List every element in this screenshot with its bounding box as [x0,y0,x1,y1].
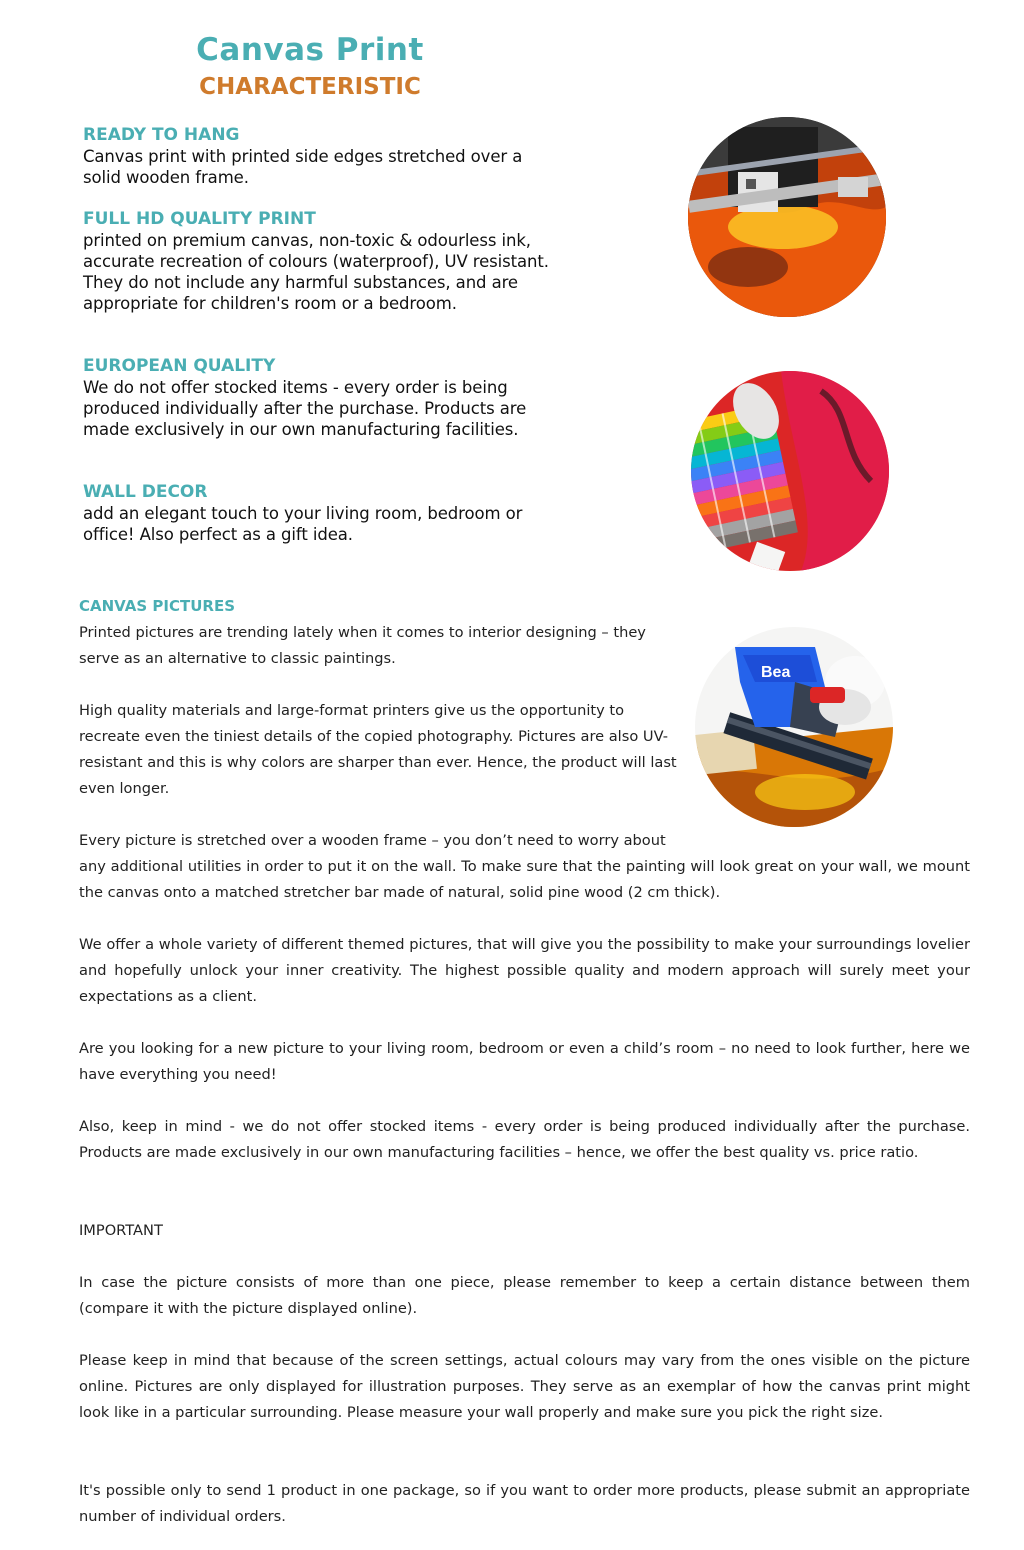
paragraph: High quality materials and large-format printers give us the opportunity to recreate even the tiniest details of the copied photography. Pictures are also UV-resistant and this is why colors are sharper than ever. Hence, the product will last even longer. [79,702,677,797]
stapler-photo [695,627,893,827]
feature-text: printed on premium canvas, non-toxic & odourless ink, accurate recreation of colours (waterproof), UV resistant. They do not include any harmful substances, and are appropriate for children's room or a bedroom. [83,231,549,313]
paragraph: Please keep in mind that because of the screen settings, actual colours may vary from the ones visible on the picture online. Pictures are only displayed for illustration purposes. They serve as an exemplar of how the canvas print might look like in a particular surrounding. Please measure your wall properly and make sure you pick the right size. [79,1352,970,1421]
section-heading: CANVAS PICTURES [79,597,235,615]
feature-text: We do not offer stocked items - every order is being produced individually after the purchase. Products are made exclusively in our own manufacturing facilities. [83,378,527,439]
paragraph: Every picture is stretched over a wooden frame – you don’t need to worry about [79,832,666,849]
feature-full-hd-quality [83,209,563,314]
important-label: IMPORTANT [79,1222,163,1239]
feature-european-quality [83,356,563,440]
paragraph: We offer a whole variety of different themed pictures, that will give you the possibility to make your surroundings lovelier and hopefully unlock your inner creativity. The highest possible quality and modern approach will surely meet your expectations as a client. [79,936,970,1005]
feature-ready-to-hang [83,125,563,188]
paragraph: any additional utilities in order to put it on the wall. To make sure that the painting will look great on your wall, we mount the canvas onto a matched stretcher bar made of natural, solid pine wood (2 cm thick). [79,858,970,901]
paragraph: In case the picture consists of more than one piece, please remember to keep a certain distance between them (compare it with the picture displayed online). [79,1274,970,1317]
page-title: Canvas Print [196,32,424,68]
printer-photo [688,117,886,317]
feature-text: add an elegant touch to your living room, bedroom or office! Also perfect as a gift idea. [83,504,523,544]
paragraph: Printed pictures are trending lately when it comes to interior designing – they serve as an alternative to classic paintings. [79,624,646,667]
feature-text: Canvas print with printed side edges stretched over a solid wooden frame. [83,147,523,187]
feature-heading: WALL DECOR [83,482,208,502]
paragraph: It's possible only to send 1 product in one package, so if you want to order more products, please submit an appropriate number of individual orders. [79,1482,970,1525]
stapler-brand-label: Bea [761,664,791,681]
feature-heading: READY TO HANG [83,125,240,145]
paragraph: Also, keep in mind - we do not offer stocked items - every order is being produced individually after the purchase. Products are made exclusively in our own manufacturing facilities – hence, we offer the best quality vs. price ratio. [79,1118,970,1161]
feature-heading: EUROPEAN QUALITY [83,356,276,376]
color-swatch-photo [691,371,889,571]
feature-wall-decor [83,482,563,545]
page-subtitle: CHARACTERISTIC [199,74,421,100]
paragraph: Are you looking for a new picture to your living room, bedroom or even a child’s room – no need to look further, here we have everything you need! [79,1040,970,1083]
feature-heading: FULL HD QUALITY PRINT [83,209,316,229]
